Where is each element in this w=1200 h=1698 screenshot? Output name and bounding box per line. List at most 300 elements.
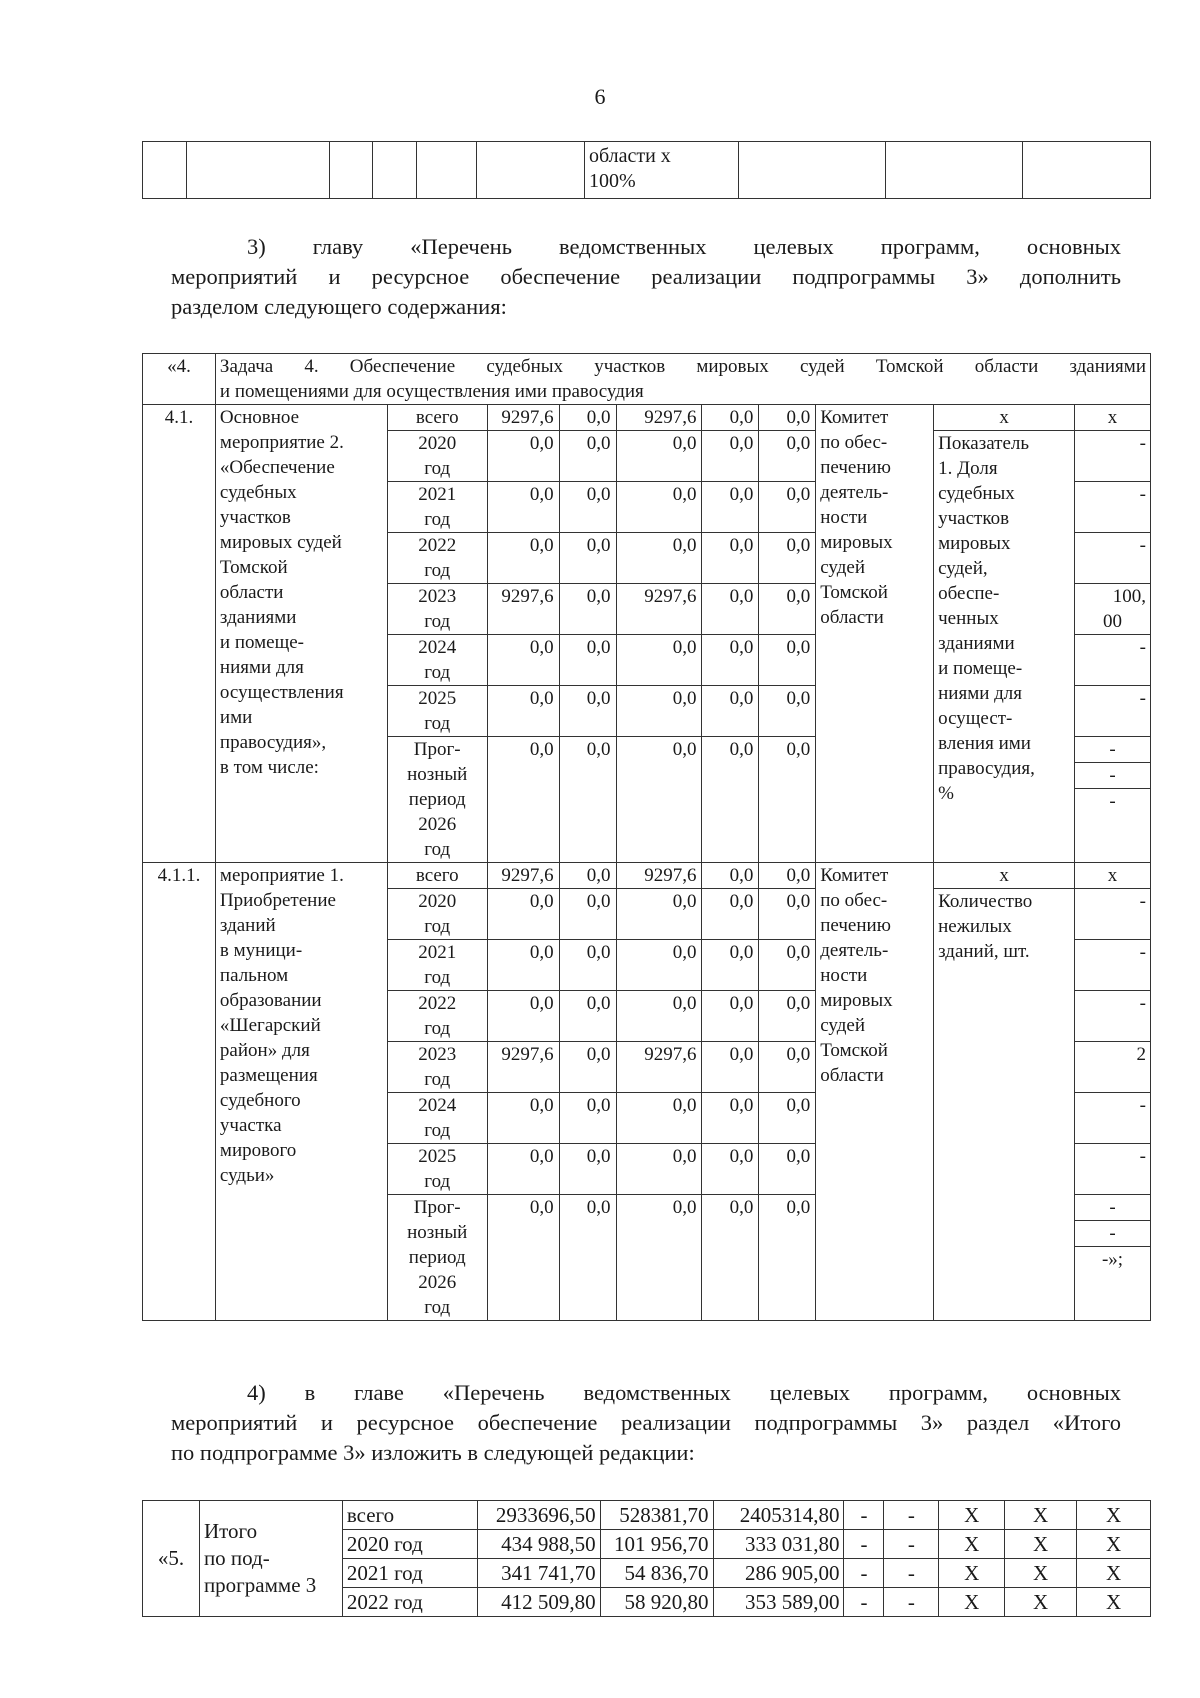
value-cell: 0,0 — [616, 686, 702, 737]
value-cell: 9297,6 — [487, 405, 559, 431]
value-cell: 0,0 — [487, 1093, 559, 1144]
cell-line: 2023 — [418, 586, 457, 607]
value-cell: 434 988,50 — [477, 1530, 600, 1559]
cell-line: период — [408, 789, 466, 810]
period-cell — [387, 1042, 487, 1093]
value-cell: 0,0 — [759, 889, 816, 940]
cell-line: ими — [219, 707, 253, 728]
paragraph-line: разделом следующего содержания: — [171, 294, 507, 319]
value-cell: 54 836,70 — [600, 1559, 713, 1588]
cell-line: нозный — [407, 1222, 468, 1243]
value-cell: 2933696,50 — [477, 1501, 600, 1530]
period-cell — [387, 482, 487, 533]
value-cell: 0,0 — [702, 533, 759, 584]
paragraph-line: по подпрограмме 3» изложить в следующей редакции: — [171, 1440, 695, 1465]
value-cell: 0,0 — [759, 1042, 816, 1093]
cell-line: 2 — [1136, 1044, 1146, 1065]
value-cell: 0,0 — [487, 533, 559, 584]
cell-line: участка — [219, 1115, 282, 1136]
period-cell — [387, 584, 487, 635]
cell-line: 2020 — [418, 433, 457, 454]
cell-line: - — [1139, 637, 1146, 658]
value-cell: 0,0 — [559, 1042, 616, 1093]
mark-cell: X — [1077, 1530, 1151, 1559]
mark-cell: - — [884, 1501, 939, 1530]
value-cell: 0,0 — [759, 863, 816, 889]
value-cell: 0,0 — [702, 1144, 759, 1195]
period-cell — [387, 991, 487, 1042]
cell-line: Основное — [219, 407, 300, 428]
value-cell: 0,0 — [487, 635, 559, 686]
value-cell: 0,0 — [702, 1093, 759, 1144]
value-cell: 0,0 — [702, 940, 759, 991]
cell-line: зданий, шт. — [938, 941, 1030, 962]
value-cell: 9297,6 — [616, 584, 702, 635]
row-number: 4.1.1. — [143, 863, 216, 1321]
value-cell: 0,0 — [759, 1195, 816, 1321]
value-cell: 0,0 — [759, 737, 816, 863]
cell-line: - — [1075, 737, 1150, 763]
cell-line: - — [1139, 433, 1146, 454]
cell-line: мировых — [820, 990, 893, 1011]
table-cell — [1023, 142, 1151, 199]
cell-line: - — [1075, 1195, 1150, 1221]
mark-cell: X — [1005, 1588, 1077, 1617]
cell-line: год — [424, 611, 451, 632]
mark-cell: X — [939, 1588, 1005, 1617]
value-cell: 0,0 — [702, 431, 759, 482]
value-cell: 0,0 — [616, 991, 702, 1042]
mark-cell: - — [884, 1559, 939, 1588]
value-cell: 0,0 — [759, 431, 816, 482]
indicator-value — [1075, 635, 1151, 686]
mark-cell: - — [884, 1588, 939, 1617]
value-cell: 9297,6 — [487, 584, 559, 635]
cell-line: % — [938, 783, 954, 804]
indicator-cell — [934, 431, 1075, 863]
cell-line: области — [820, 1065, 884, 1086]
cell-line: Комитет — [820, 407, 889, 428]
value-cell: 0,0 — [759, 1144, 816, 1195]
cell-line: - — [1109, 791, 1116, 812]
value-cell: 0,0 — [487, 431, 559, 482]
cell-line: 2026 — [418, 1272, 457, 1293]
period-cell — [387, 686, 487, 737]
value-cell: 0,0 — [487, 889, 559, 940]
value-cell: 0,0 — [702, 482, 759, 533]
cell-line: - — [1139, 993, 1146, 1014]
cell-line: Приобретение — [219, 890, 336, 911]
cell-line: ченных — [938, 608, 999, 629]
cell-line: и помеще- — [938, 658, 1023, 679]
cell-line: вления ими — [938, 733, 1031, 754]
cell-line: год — [424, 560, 451, 581]
value-cell: 0,0 — [616, 1144, 702, 1195]
value-cell: 0,0 — [702, 405, 759, 431]
value-cell: 0,0 — [616, 1093, 702, 1144]
cell-line: области х — [588, 145, 671, 167]
value-cell: 0,0 — [702, 1195, 759, 1321]
value-cell: 353 589,00 — [713, 1588, 844, 1617]
period-cell: всего — [387, 863, 487, 889]
cell-line: нозный — [407, 764, 468, 785]
value-cell: 0,0 — [559, 635, 616, 686]
row-number: 4.1. — [143, 405, 216, 863]
value-cell: 0,0 — [559, 1195, 616, 1321]
cell-line: судебных — [219, 482, 297, 503]
cell-line: мероприятие 1. — [219, 865, 344, 886]
cell-line: мировых судей — [219, 532, 342, 553]
table-cell-text — [584, 142, 738, 199]
value-cell: 0,0 — [487, 1195, 559, 1321]
paragraph-3 — [171, 232, 1121, 322]
cell-line: год — [424, 713, 451, 734]
value-cell: 2405314,80 — [713, 1501, 844, 1530]
table-cell — [738, 142, 885, 199]
value-cell: 0,0 — [702, 737, 759, 863]
cell-line: - — [1139, 891, 1146, 912]
cell-line: судебного — [219, 1090, 301, 1111]
cell-line: образовании — [219, 990, 322, 1011]
cell-line: - — [1139, 484, 1146, 505]
value-cell: 0,0 — [616, 533, 702, 584]
table-cell — [329, 142, 373, 199]
cell-line: зданий — [219, 915, 276, 936]
cell-line: ности — [820, 507, 868, 528]
value-cell: 0,0 — [559, 482, 616, 533]
value-cell: 9297,6 — [487, 863, 559, 889]
table-row — [143, 405, 1151, 431]
value-cell: 0,0 — [702, 991, 759, 1042]
cell-line: «Обеспечение — [219, 457, 335, 478]
cell-line: год — [424, 509, 451, 530]
value-cell: 0,0 — [759, 1093, 816, 1144]
cell-line: по под- — [203, 1546, 270, 1570]
indicator-value — [1075, 940, 1151, 991]
cell-line: 2020 — [418, 891, 457, 912]
value-cell: 0,0 — [759, 686, 816, 737]
indicator-value — [1075, 584, 1151, 635]
value-cell: 0,0 — [702, 635, 759, 686]
mark-cell: - — [844, 1559, 884, 1588]
cell-line: судей — [820, 1015, 866, 1036]
value-cell: 0,0 — [702, 584, 759, 635]
cell-line: мировых — [938, 533, 1011, 554]
period-cell: всего — [342, 1501, 477, 1530]
cell-line: нежилых — [938, 916, 1012, 937]
value-cell: 0,0 — [487, 1144, 559, 1195]
cell-line: район» для — [219, 1040, 310, 1061]
cell-line: судей, — [938, 558, 988, 579]
indicator-x: х — [934, 863, 1075, 889]
table-row — [143, 1501, 1151, 1530]
value-cell: 0,0 — [616, 1195, 702, 1321]
cell-line: Комитет — [820, 865, 889, 886]
value-cell: 0,0 — [616, 737, 702, 863]
indicator-value — [1075, 533, 1151, 584]
cell-line: - — [1075, 763, 1150, 789]
cell-line: год — [424, 839, 451, 860]
period-cell — [387, 889, 487, 940]
main-table — [142, 353, 1151, 1321]
value-cell: 0,0 — [702, 863, 759, 889]
cell-line: - — [1139, 1146, 1146, 1167]
cell-line: 2025 — [418, 1146, 457, 1167]
table-cell — [373, 142, 417, 199]
cell-line: обеспе- — [938, 583, 1000, 604]
total-table — [142, 1500, 1151, 1617]
value-cell: 0,0 — [487, 991, 559, 1042]
cell-line: ниями для — [219, 657, 304, 678]
cell-line: Показатель — [938, 433, 1030, 454]
indicator-value — [1075, 991, 1151, 1042]
cell-line: печению — [820, 457, 891, 478]
cell-line: год — [424, 1069, 451, 1090]
value-cell: 9297,6 — [487, 1042, 559, 1093]
cell-line: 100, — [1112, 586, 1146, 607]
value-cell: 0,0 — [487, 686, 559, 737]
cell-line: 2022 — [418, 535, 457, 556]
value-cell: 0,0 — [759, 940, 816, 991]
cell-line: и помещениями для осуществления ими правосудия — [219, 381, 644, 402]
period-cell — [387, 737, 487, 863]
mark-cell: X — [939, 1530, 1005, 1559]
cell-line: зданиями — [219, 607, 297, 628]
cell-line: - — [1139, 535, 1146, 556]
cell-line: судебных — [938, 483, 1015, 504]
cell-line: Прог- — [413, 739, 461, 760]
indicator-value — [1075, 889, 1151, 940]
cell-line: участков — [219, 507, 291, 528]
value-cell: 528381,70 — [600, 1501, 713, 1530]
value-cell: 0,0 — [487, 482, 559, 533]
executor-cell — [816, 405, 934, 863]
indicator-value — [1075, 1144, 1151, 1195]
cell-line: по обес- — [820, 890, 888, 911]
cell-line: - — [1075, 1221, 1150, 1247]
value-cell: 0,0 — [559, 737, 616, 863]
period-cell — [387, 533, 487, 584]
paragraph-line: мероприятий и ресурсное обеспечение реализации подпрограммы 3» дополнить — [171, 264, 1121, 289]
page-number: 6 — [594, 84, 606, 109]
cell-line: -»; — [1101, 1249, 1124, 1270]
cell-line: судей — [820, 557, 866, 578]
value-cell: 0,0 — [616, 635, 702, 686]
cell-line: год — [424, 916, 451, 937]
task-text — [215, 354, 1150, 405]
table-cell — [143, 142, 187, 199]
table-row — [143, 354, 1151, 405]
cell-line: - — [1139, 942, 1146, 963]
cell-line: участков — [938, 508, 1010, 529]
value-cell: 0,0 — [559, 533, 616, 584]
indicator-value — [1075, 482, 1151, 533]
mark-cell: X — [1077, 1559, 1151, 1588]
period-cell: всего — [387, 405, 487, 431]
period-cell — [387, 1195, 487, 1321]
mark-cell: - — [844, 1588, 884, 1617]
cell-line: Задача 4. Обеспечение судебных участков мировых судей Томской области зданиями — [219, 356, 1146, 377]
cell-line: мировых — [820, 532, 893, 553]
value-cell: 0,0 — [559, 431, 616, 482]
table-row — [143, 142, 1151, 199]
value-cell: 0,0 — [616, 889, 702, 940]
mark-cell: X — [939, 1559, 1005, 1588]
total-number: «5. — [143, 1501, 200, 1617]
cell-line: программе 3 — [203, 1573, 317, 1597]
cell-line: 1. Доля — [938, 458, 998, 479]
mark-cell: - — [844, 1530, 884, 1559]
period-cell — [387, 1093, 487, 1144]
executor-cell — [816, 863, 934, 1321]
indicator-value — [1075, 686, 1151, 737]
cell-line: осуществления — [219, 682, 344, 703]
value-cell: 0,0 — [559, 584, 616, 635]
value-cell: 0,0 — [759, 533, 816, 584]
cell-line: период — [408, 1247, 466, 1268]
cell-line: 2024 — [418, 1095, 457, 1116]
indicator-value-stack — [1075, 737, 1151, 863]
indicator-value — [1075, 431, 1151, 482]
activity-name — [215, 405, 387, 863]
indicator-value — [1075, 1042, 1151, 1093]
cell-line: год — [424, 1171, 451, 1192]
cell-line: области — [820, 607, 884, 628]
cell-line: 2023 — [418, 1044, 457, 1065]
value-cell: 101 956,70 — [600, 1530, 713, 1559]
paragraph-4 — [171, 1378, 1121, 1468]
value-cell: 0,0 — [559, 405, 616, 431]
value-cell: 0,0 — [616, 940, 702, 991]
mark-cell: X — [1077, 1588, 1151, 1617]
value-cell: 9297,6 — [616, 1042, 702, 1093]
cell-line: «Шегарский — [219, 1015, 321, 1036]
period-cell: 2020 год — [342, 1530, 477, 1559]
period-cell: 2021 год — [342, 1559, 477, 1588]
value-cell: 0,0 — [559, 889, 616, 940]
paragraph-line: мероприятий и ресурсное обеспечение реализации подпрограммы 3» раздел «Итого — [171, 1410, 1121, 1435]
cell-line: области — [219, 582, 284, 603]
value-cell: 9297,6 — [616, 863, 702, 889]
cell-line: Томской — [820, 1040, 888, 1061]
cell-line: размещения — [219, 1065, 318, 1086]
value-cell: 0,0 — [559, 863, 616, 889]
cell-line: год — [424, 458, 451, 479]
cell-line: по обес- — [820, 432, 888, 453]
value-cell: 0,0 — [702, 686, 759, 737]
value-cell: 0,0 — [559, 686, 616, 737]
value-cell: 0,0 — [759, 635, 816, 686]
value-cell: 0,0 — [759, 482, 816, 533]
value-cell: 58 920,80 — [600, 1588, 713, 1617]
cell-line: зданиями — [938, 633, 1015, 654]
period-cell — [387, 940, 487, 991]
value-cell: 333 031,80 — [713, 1530, 844, 1559]
paragraph-line: 4) в главе «Перечень ведомственных целевых программ, основных — [247, 1380, 1121, 1405]
mark-cell: - — [844, 1501, 884, 1530]
cell-line: 00 — [1103, 611, 1122, 632]
mark-cell: X — [939, 1501, 1005, 1530]
value-cell: 0,0 — [487, 737, 559, 863]
value-cell: 0,0 — [559, 940, 616, 991]
cell-line: судьи» — [219, 1165, 275, 1186]
cell-line: правосудия», — [219, 732, 327, 753]
cell-line: мероприятие 2. — [219, 432, 344, 453]
cell-line: деятель- — [820, 940, 889, 961]
mark-cell: X — [1005, 1530, 1077, 1559]
value-cell: 0,0 — [759, 991, 816, 1042]
value-cell: 0,0 — [559, 991, 616, 1042]
cell-line: 2024 — [418, 637, 457, 658]
period-cell — [387, 1144, 487, 1195]
cell-line: в муници- — [219, 940, 303, 961]
cell-line: печению — [820, 915, 891, 936]
value-x: х — [1075, 405, 1151, 431]
cell-line: 2026 — [418, 814, 457, 835]
table-row — [143, 863, 1151, 889]
value-cell: 412 509,80 — [477, 1588, 600, 1617]
activity-name — [215, 863, 387, 1321]
value-cell: 0,0 — [702, 1042, 759, 1093]
value-cell: 0,0 — [616, 431, 702, 482]
cell-line: в том числе: — [219, 757, 319, 778]
value-x: х — [1075, 863, 1151, 889]
period-cell — [387, 635, 487, 686]
cell-line: осущест- — [938, 708, 1013, 729]
value-cell: 0,0 — [759, 584, 816, 635]
cell-line: мирового — [219, 1140, 297, 1161]
cell-line: 100% — [588, 170, 636, 192]
cell-line: год — [424, 662, 451, 683]
mark-cell: - — [884, 1530, 939, 1559]
cell-line: год — [424, 1120, 451, 1141]
value-cell: 0,0 — [702, 889, 759, 940]
cell-line: ниями для — [938, 683, 1023, 704]
cell-line: Количество — [938, 891, 1033, 912]
indicator-x: х — [934, 405, 1075, 431]
table-cell — [477, 142, 585, 199]
cell-line: 2025 — [418, 688, 457, 709]
value-cell: 341 741,70 — [477, 1559, 600, 1588]
value-cell: 286 905,00 — [713, 1559, 844, 1588]
cell-line: 2021 — [418, 484, 457, 505]
table-cell — [886, 142, 1023, 199]
mark-cell: X — [1077, 1501, 1151, 1530]
value-cell: 0,0 — [487, 940, 559, 991]
task-number: «4. — [143, 354, 216, 405]
cell-line: деятель- — [820, 482, 889, 503]
value-cell: 9297,6 — [616, 405, 702, 431]
mark-cell: X — [1005, 1559, 1077, 1588]
cell-line: - — [1139, 688, 1146, 709]
cell-line: Томской — [219, 557, 288, 578]
cell-line: год — [424, 967, 451, 988]
paragraph-line: 3) главу «Перечень ведомственных целевых программ, основных — [247, 234, 1121, 259]
cell-line: Томской — [820, 582, 888, 603]
cell-line: пальном — [219, 965, 289, 986]
value-cell: 0,0 — [559, 1144, 616, 1195]
indicator-cell — [934, 889, 1075, 1321]
period-cell — [387, 431, 487, 482]
continuation-table — [142, 141, 1151, 199]
cell-line: - — [1139, 1095, 1146, 1116]
table-cell — [416, 142, 476, 199]
cell-line: год — [424, 1018, 451, 1039]
cell-line: 2022 — [418, 993, 457, 1014]
value-cell: 0,0 — [616, 482, 702, 533]
cell-line: и помеще- — [219, 632, 304, 653]
cell-line: правосудия, — [938, 758, 1035, 779]
